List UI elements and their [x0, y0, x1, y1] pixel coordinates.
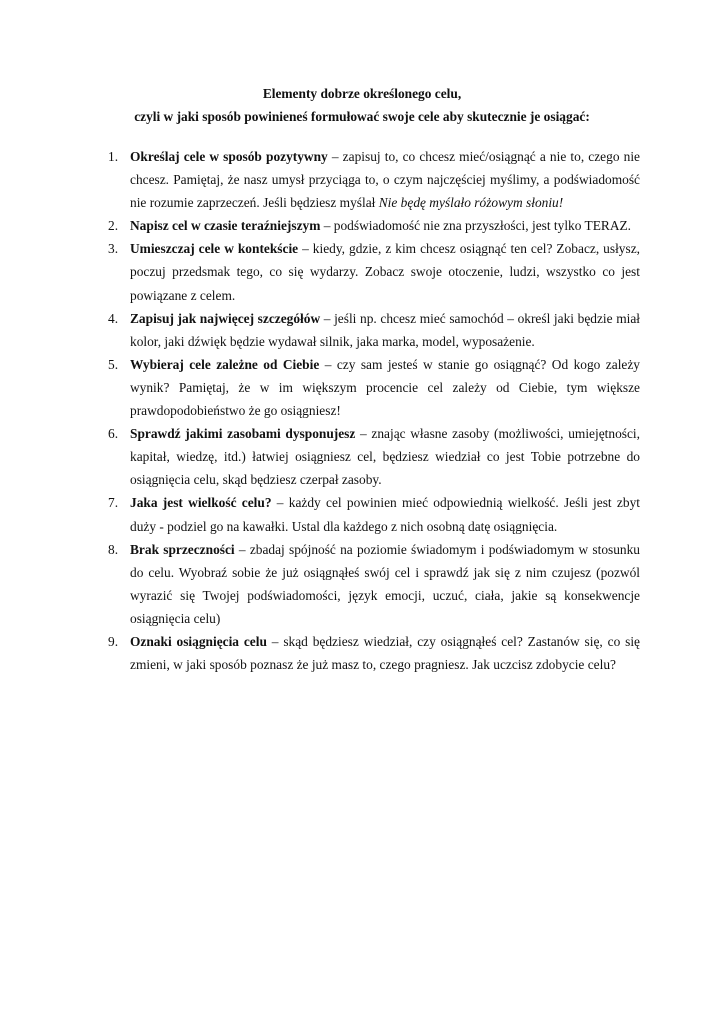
list-item [108, 491, 640, 537]
list-item [108, 214, 640, 237]
list-item-heading: Określaj cele w sposób pozytywny [130, 149, 328, 164]
list-item-number: 5. [108, 356, 119, 372]
list-item-heading: Brak sprzeczności [130, 541, 235, 557]
list-item-number: 4. [108, 310, 119, 326]
list-item-number: 2. [108, 218, 119, 234]
list-item [108, 538, 640, 630]
list-item-number: 1. [108, 149, 119, 164]
list-item-number: 9. [108, 633, 119, 649]
list-item [108, 353, 640, 422]
list-item-text: – zapisuj to, co chcesz mieć/osiągnąć a nie to, czego nie chcesz. Pamiętaj, że nasz umysł przyciąga to, o czym najczęściej myślimy, a podświadomość nie rozumie zaprzeczeń. Jeśli będziesz myślał [130, 149, 640, 211]
list-item-text: – kiedy, gdzie, z kim chcesz osiągnąć ten cel? Zobacz, usłysz, poczuj przedsmak tego, co się wydarzy. Zobacz swoje otoczenie, ludzi, wszystko co jest powiązane z celem. [130, 241, 640, 303]
list-item [108, 145, 640, 214]
list-item-number: 6. [108, 426, 119, 442]
list-item-text: – podświadomość nie zna przyszłości, jest tylko TERAZ. [320, 218, 632, 234]
list-item-heading: Umieszczaj cele w kontekście [130, 241, 299, 257]
list-item-text: – zbadaj spójność na poziomie świadomym i podświadomym w stosunku do celu. Wyobraź sobie że już osiągnąłeś swój cel i sprawdź jak się z nim czujesz (pozwól wyrazić się Twojej podświadomości, język emocji, uczuć, ciała, jakie są konsekwencje osiągnięcia celu) [130, 541, 641, 626]
list-item-italic-text: Nie będę myślało różowym słoniu! [378, 195, 564, 211]
list-item [108, 630, 640, 676]
goal-elements-list [108, 145, 640, 676]
list-item-text: – jeśli np. chcesz mieć samochód – określ jaki będzie miał kolor, jaki dźwięk będzie wydawał silnik, jaka marka, model, wyposażenie. [130, 310, 640, 349]
list-item-text: – znając własne zasoby (możliwości, umiejętności, kapitał, wiedzę, itd.) łatwiej osiągniesz cel, będziesz wiedział co jest Tobie potrzebne do osiągnięcia celu, skąd będziesz czerpał zasoby. [130, 426, 640, 488]
list-item-heading: Wybieraj cele zależne od Ciebie [130, 356, 320, 372]
list-item-number: 7. [108, 495, 119, 511]
list-item-number: 3. [108, 241, 119, 257]
list-item [108, 237, 640, 306]
page-subtitle: czyli w jaki sposób powinieneś formułować swoje cele aby skutecznie je osiągać: [134, 109, 590, 124]
page-title: Elementy dobrze określonego celu, [262, 86, 462, 101]
list-item [108, 422, 640, 491]
list-item-text: – czy sam jesteś w stanie go osiągnąć? Od kogo zależy wynik? Pamiętaj, że w im większym procencie cel zależy od Ciebie, tym większe prawdopodobieństwo że go osiągniesz! [130, 356, 640, 419]
list-item-text: – każdy cel powinien mieć odpowiednią wielkość. Jeśli jest zbyt duży - podziel go na kawałki. Ustal dla każdego z nich osobną datę osiągnięcia. [130, 495, 640, 534]
list-item-heading: Napisz cel w czasie teraźniejszym [130, 218, 321, 234]
list-item-heading: Zapisuj jak najwięcej szczegółów [130, 310, 321, 326]
list-item-number: 8. [108, 541, 119, 557]
list-item-heading: Sprawdź jakimi zasobami dysponujesz [130, 426, 356, 442]
list-item-heading: Jaka jest wielkość celu? [130, 495, 272, 511]
list-item [108, 307, 640, 353]
list-item-text: – skąd będziesz wiedział, czy osiągnąłeś cel? Zastanów się, co się zmieni, w jaki sposób poznasz że już masz to, czego pragniesz. Jak uczcisz zdobycie celu? [130, 633, 640, 673]
list-item-heading: Oznaki osiągnięcia celu [130, 633, 267, 649]
